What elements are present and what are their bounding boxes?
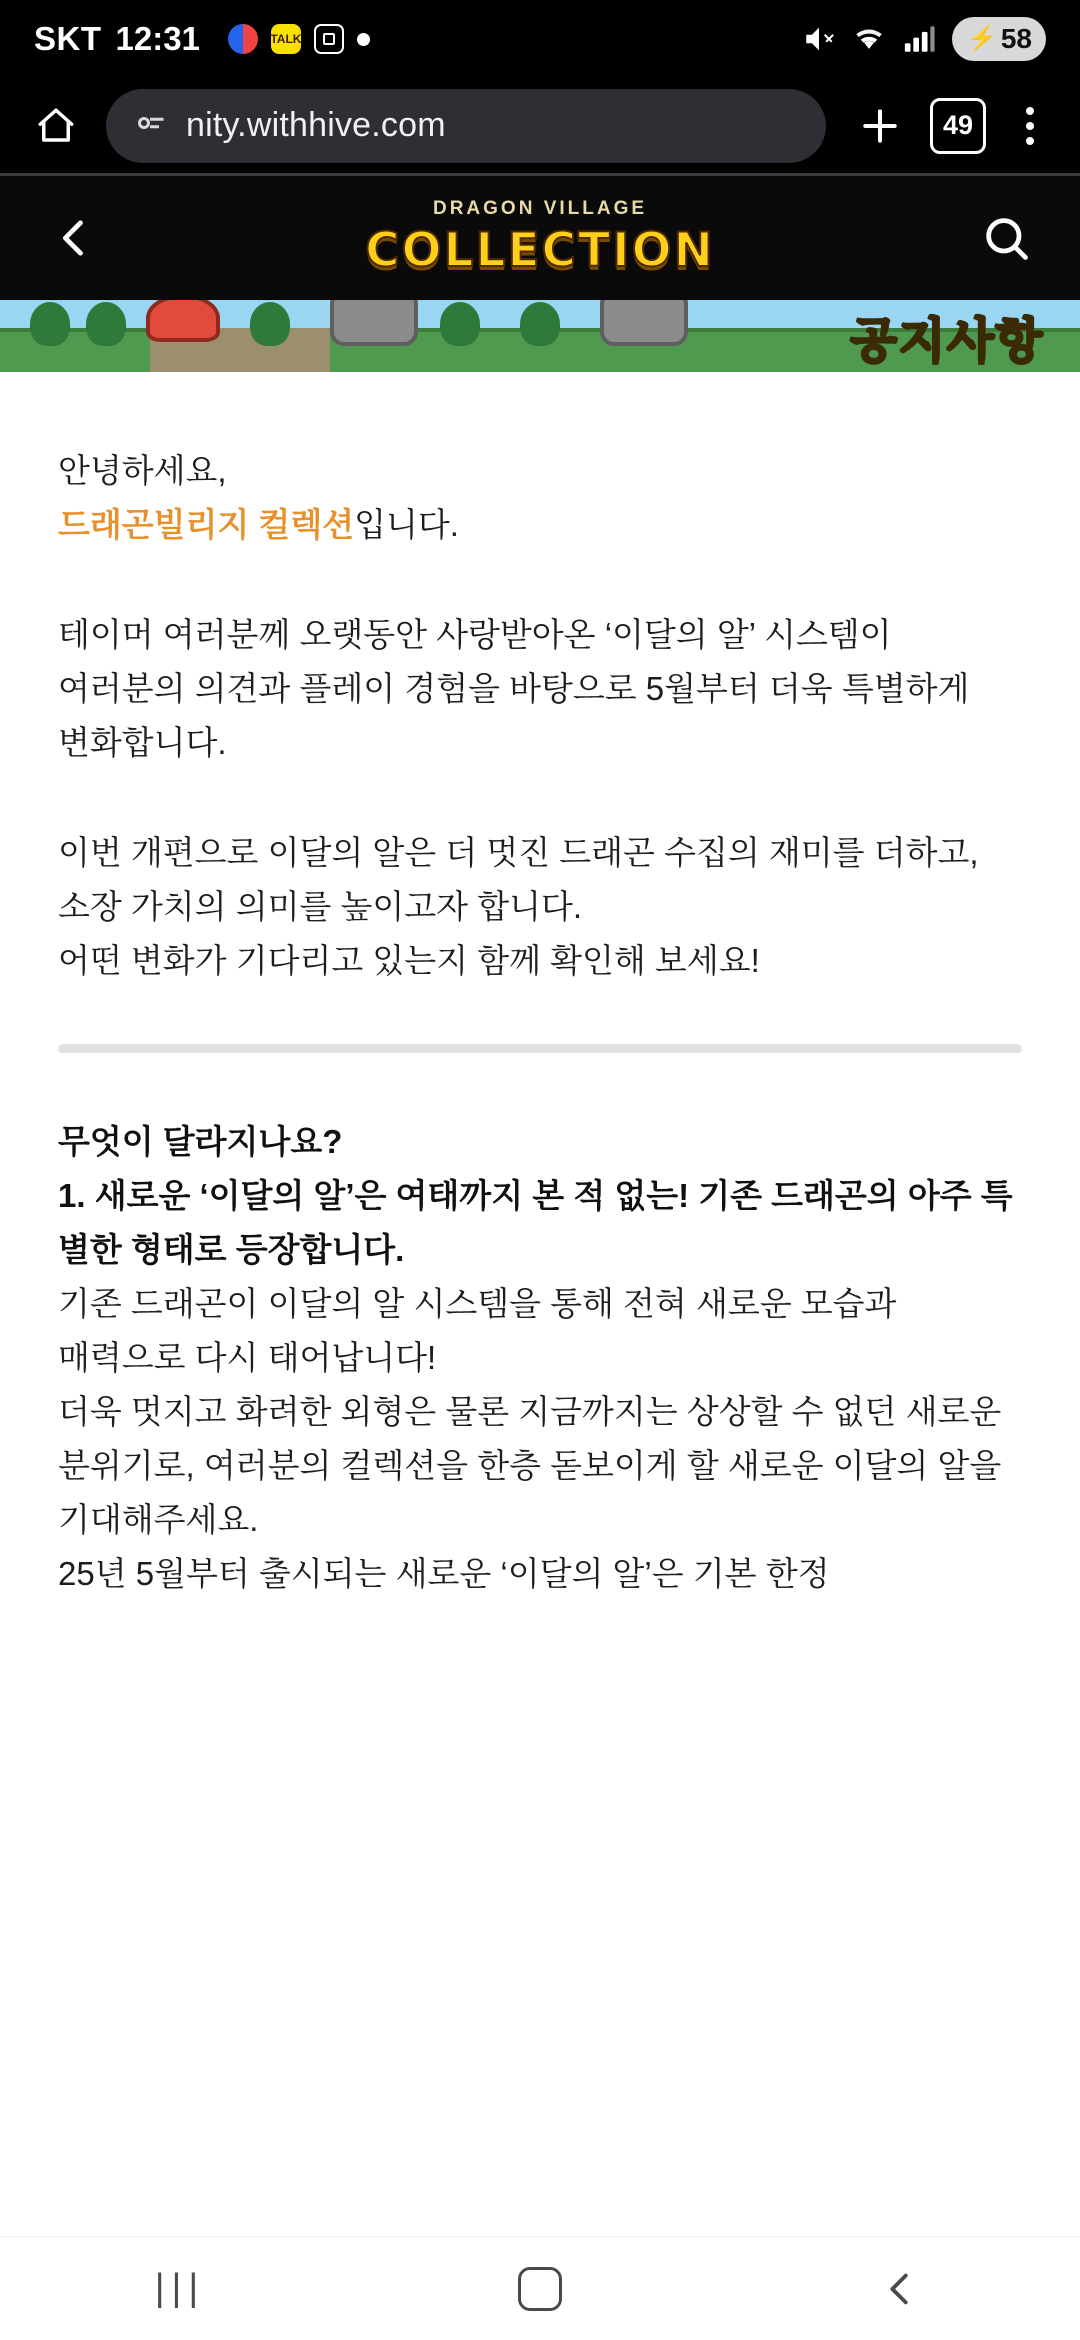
address-bar[interactable] bbox=[106, 89, 826, 163]
home-button-icon[interactable] bbox=[480, 2249, 600, 2329]
site-logo[interactable] bbox=[104, 198, 976, 278]
article-greeting: 안녕하세요, bbox=[58, 452, 227, 489]
kebab-menu-icon[interactable] bbox=[1006, 96, 1054, 156]
mute-icon bbox=[802, 22, 836, 56]
article-heading-1: 무엇이 달라지나요? bbox=[58, 1123, 343, 1160]
banner-tree-icon bbox=[440, 302, 480, 346]
banner-tree-icon bbox=[520, 302, 560, 346]
banner-rock-icon bbox=[600, 300, 688, 346]
carrier-label: SKT bbox=[34, 20, 102, 57]
banner-tree-icon bbox=[30, 302, 70, 346]
status-bar-left bbox=[34, 20, 370, 58]
browser-toolbar bbox=[0, 78, 1080, 176]
system-nav-bar bbox=[0, 2236, 1080, 2340]
url-text: nity.withhive.com bbox=[186, 106, 446, 144]
section-divider bbox=[58, 1044, 1022, 1053]
status-bar-right bbox=[802, 17, 1046, 61]
banner-rock-icon bbox=[330, 300, 418, 346]
banner-tree-icon bbox=[86, 302, 126, 346]
new-tab-button[interactable] bbox=[850, 96, 910, 156]
article-body-line-2: 더욱 멋지고 화려한 외형은 물론 지금까지는 상상할 수 없던 새로운 분위기로, 여러분의 컬렉션을 한층 돋보이게 할 새로운 이달의 알을 기대해주세요. bbox=[58, 1393, 1002, 1538]
article-paragraph-1: 테이머 여러분께 오랫동안 사랑받아온 ‘이달의 알’ 시스템이 여러분의 의견과 플레이 경험을 바탕으로 5월부터 더욱 특별하게 변화합니다. bbox=[58, 616, 970, 761]
back-chevron-icon[interactable] bbox=[44, 208, 104, 268]
back-button-icon[interactable] bbox=[840, 2249, 960, 2329]
status-bar bbox=[0, 0, 1080, 78]
notice-banner bbox=[0, 300, 1080, 372]
article-paragraph-2-line-1: 이번 개편으로 이달의 알은 더 멋진 드래곤 수집의 재미를 더하고, 소장 가치의 의미를 높이고자 합니다. bbox=[58, 834, 979, 925]
wifi-icon bbox=[852, 22, 886, 56]
banner-title: 공지사항 bbox=[850, 315, 1044, 368]
dot-icon bbox=[357, 33, 370, 46]
article-brand-line bbox=[58, 498, 1022, 552]
banner-mushroom-icon bbox=[146, 300, 220, 342]
site-logo-subtitle bbox=[433, 198, 647, 220]
battery-indicator bbox=[952, 17, 1046, 61]
banner-tree-icon bbox=[250, 302, 290, 346]
brand-name: 드래곤빌리지 컬렉션 bbox=[58, 506, 355, 543]
brand-suffix: 입니다. bbox=[354, 506, 459, 543]
spacer bbox=[58, 552, 1022, 608]
signal-icon bbox=[902, 22, 936, 56]
site-logo-title: COLLECTION bbox=[365, 223, 715, 278]
kakaotalk-icon: TALK bbox=[271, 24, 301, 54]
clock-label: 12:31 bbox=[115, 20, 200, 57]
play-badge-icon bbox=[228, 24, 258, 54]
spacer bbox=[58, 770, 1022, 826]
charging-icon: ⚡ bbox=[966, 24, 997, 52]
recents-icon[interactable]: ||| bbox=[154, 2267, 206, 2309]
notice-article bbox=[0, 372, 1080, 2236]
article-paragraph-2-line-2: 어떤 변화가 기다리고 있는지 함께 확인해 보세요! bbox=[58, 942, 760, 979]
site-header bbox=[0, 176, 1080, 300]
article-heading-2: 1. 새로운 ‘이달의 알’은 여태까지 본 적 없는! 기존 드래곤의 아주 특별한 형태로 등장합니다. bbox=[58, 1177, 1013, 1268]
home-icon[interactable] bbox=[26, 96, 86, 156]
battery-level: 58 bbox=[1000, 23, 1032, 54]
article-body-line-1: 기존 드래곤이 이달의 알 시스템을 통해 전혀 새로운 모습과 매력으로 다시 태어납니다! bbox=[58, 1285, 897, 1376]
site-logo-subtitle-text: DRAGON VILLAGE bbox=[432, 198, 648, 219]
tab-switcher-button[interactable]: 49 bbox=[930, 98, 986, 154]
notification-icons bbox=[228, 24, 370, 54]
article-body-line-3: 25년 5월부터 출시되는 새로운 ‘이달의 알’은 기본 한정 bbox=[58, 1555, 830, 1592]
search-icon[interactable] bbox=[976, 208, 1036, 268]
screenshot-icon bbox=[314, 24, 344, 54]
site-settings-icon[interactable] bbox=[132, 105, 168, 146]
